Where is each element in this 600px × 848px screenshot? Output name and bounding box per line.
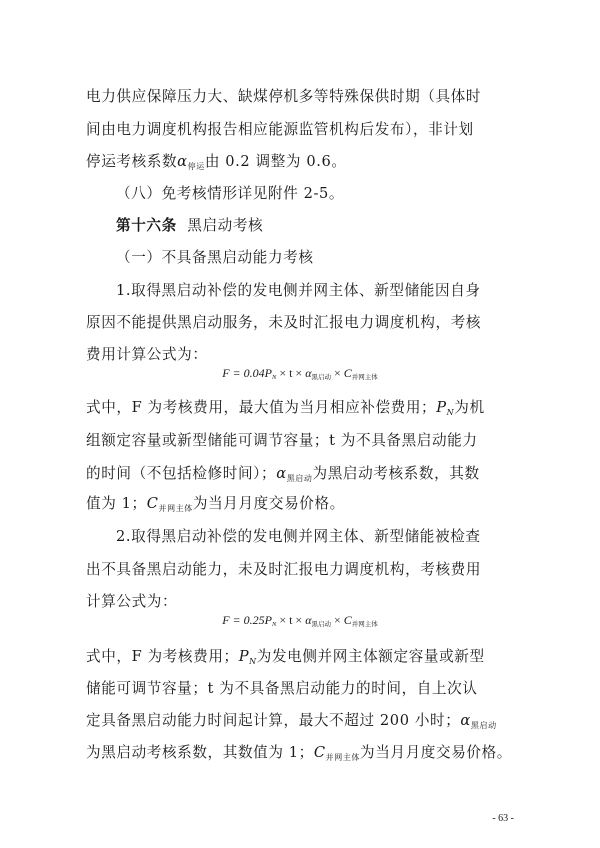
symbol-p: P	[264, 366, 272, 380]
text: 式中，F 为考核费用，最大值为当月相应补偿费用；	[86, 399, 437, 416]
operator: ×	[331, 613, 344, 627]
paragraph-line	[116, 527, 522, 547]
operator: ×	[331, 366, 344, 380]
alpha-symbol: α	[305, 366, 312, 380]
text: 为当月月度交易价格。	[360, 744, 512, 761]
symbol-p: P	[264, 613, 272, 627]
text: 组额定容量或新型储能可调节容量；t 为不具备黑启动能力	[86, 432, 478, 449]
paragraph-line	[86, 679, 522, 699]
symbol-c: C	[146, 495, 159, 512]
paragraph-line	[116, 281, 522, 301]
text: 为发电侧并网主体额定容量或新型	[256, 648, 485, 665]
subscript: 并网主体	[351, 621, 378, 628]
subscript: 并网主体	[325, 753, 361, 762]
symbol-p: P	[238, 648, 250, 665]
subscript: 黑启动	[470, 721, 497, 730]
clause-line	[116, 184, 522, 204]
text: 值为 1；	[86, 495, 147, 512]
subscript: 黑启动	[311, 374, 331, 381]
paragraph-line	[86, 743, 522, 765]
paragraph-line	[86, 120, 522, 140]
article-title: 黑启动考核	[187, 217, 264, 234]
text: （一）不具备黑启动能力考核	[116, 249, 314, 266]
paragraph-line	[86, 464, 522, 486]
symbol-c: C	[343, 613, 352, 627]
formula-1	[0, 364, 600, 385]
paragraph-line	[86, 494, 522, 516]
text: 出不具备黑启动能力，未及时汇报电力调度机构，考核费用	[86, 561, 482, 578]
subscript: N	[271, 374, 277, 381]
page-number: - 63 -	[492, 813, 514, 824]
paragraph-line	[86, 647, 522, 669]
paragraph-line	[86, 592, 522, 612]
formula-2	[0, 611, 600, 632]
paragraph-line	[86, 345, 522, 365]
text: 为黑启动考核系数，其数	[312, 465, 480, 482]
subscript: 黑启动	[286, 474, 313, 483]
symbol-c: C	[313, 744, 326, 761]
subscript: N	[271, 621, 277, 628]
text: 原因不能提供黑启动服务，未及时汇报电力调度机构，考核	[86, 314, 482, 331]
text: 为黑启动考核系数，其数值为 1；	[86, 744, 314, 761]
subscript: N	[446, 408, 455, 417]
alpha-symbol: α	[276, 465, 287, 482]
subscript: 并网主体	[351, 374, 378, 381]
text: 由 0.2 调整为 0.6。	[204, 153, 347, 170]
paragraph-line	[86, 431, 522, 451]
operator: × t ×	[276, 366, 306, 380]
subscript: 停运	[187, 162, 205, 171]
paragraph-line	[86, 560, 522, 580]
text: 为机	[454, 399, 485, 416]
subscript: 黑启动	[311, 621, 331, 628]
alpha-symbol: α	[460, 712, 471, 729]
text: 为当月月度交易价格。	[192, 495, 345, 512]
text: 1.取得黑启动补偿的发电侧并网主体、新型储能因自身	[116, 282, 481, 299]
symbol-c: C	[343, 366, 352, 380]
paragraph-line	[86, 152, 522, 174]
paragraph-line	[86, 313, 522, 333]
subscript: N	[249, 657, 257, 666]
text: 定具备黑启动能力时间起计算，最大不超过 200 小时；	[86, 712, 461, 729]
text: 式中，F 为考核费用；	[86, 648, 239, 665]
text: 的时间（不包括检修时间）；	[86, 465, 277, 482]
symbol-p: P	[436, 399, 447, 416]
text: （八）免考核情形详见附件 2-5。	[116, 185, 345, 202]
text: 停运考核系数	[86, 153, 178, 170]
text: 储能可调节容量；t 为不具备黑启动能力的时间，自上次认	[86, 680, 478, 697]
formula-lhs: F = 0.04	[222, 366, 265, 380]
article-heading	[116, 216, 522, 236]
text: 计算公式为：	[86, 593, 178, 610]
formula-lhs: F = 0.25	[222, 613, 265, 627]
text: 2.取得黑启动补偿的发电侧并网主体、新型储能被检查	[116, 528, 481, 545]
paragraph-line	[86, 711, 522, 733]
text: 间由电力调度机构报告相应能源监管机构后发布），非计划	[86, 121, 474, 138]
operator: × t ×	[276, 613, 306, 627]
text: 电力供应保障压力大、缺煤停机多等特殊保供时期（具体时	[86, 88, 482, 105]
text: 费用计算公式为：	[86, 346, 208, 363]
alpha-symbol: α	[177, 153, 188, 170]
alpha-symbol: α	[305, 613, 312, 627]
subscript: 并网主体	[158, 504, 193, 513]
paragraph-line	[86, 398, 522, 420]
section-heading	[116, 248, 522, 268]
paragraph-line	[86, 87, 522, 107]
article-number: 第十六条	[116, 217, 177, 234]
